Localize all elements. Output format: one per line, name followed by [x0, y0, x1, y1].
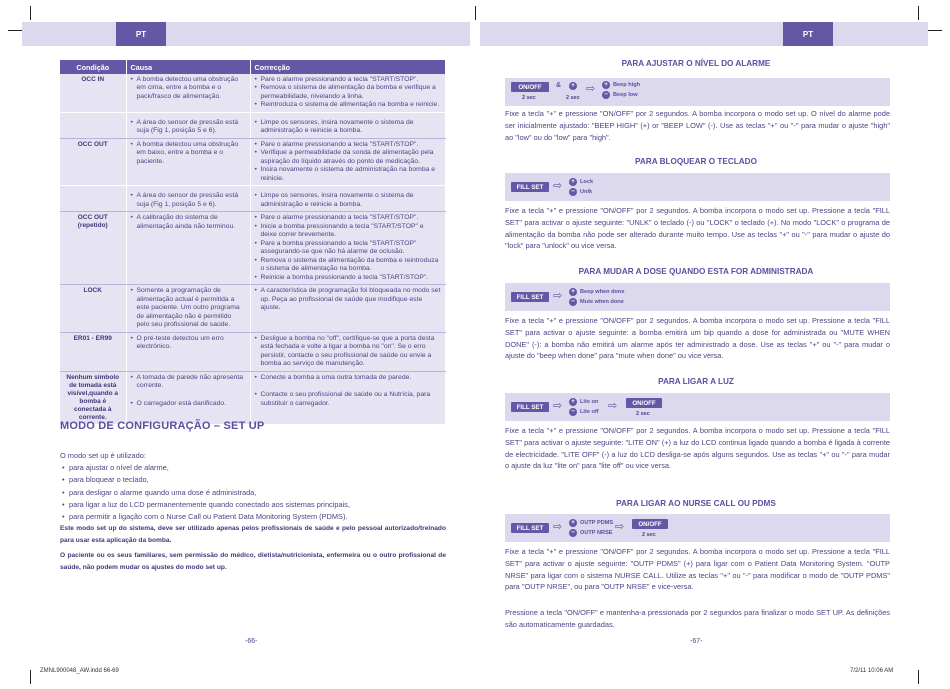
duration-label: 2 sec [522, 95, 536, 101]
plus-icon: + [569, 398, 577, 406]
correction-item: • Pare o alarme pressionando a tecla "START/STOP". [255, 141, 442, 149]
list-item: • para bloquear o teclado, [60, 474, 446, 486]
correction-item: • Contacte o seu profissional de saúde ou a Nutrícia, para substituir o carregador. [255, 391, 442, 408]
setup-description [60, 450, 446, 574]
option-lite-off: Lite off [580, 409, 599, 415]
correction-item: • Pare o alarme pressionando a tecla "START/STOP". [255, 76, 442, 84]
condition-cell: LOCK [60, 285, 126, 332]
header-condition: Condição [60, 60, 126, 74]
cause-cell [126, 74, 250, 112]
fill-set-key: FILL SET [511, 182, 549, 192]
list-item: • para ligar a luz do LCD permanentemente quando conectado aos sistemas principais, [60, 499, 446, 511]
cause-item: • O carregador está danificado. [131, 400, 246, 408]
section-title-dose: PARA MUDAR A DOSE QUANDO ESTA FOR ADMINISTRADA [578, 267, 814, 276]
correction-cell [250, 74, 446, 112]
table-row [60, 285, 446, 332]
option-outp-nrse: OUTP NRSE [580, 530, 613, 536]
crop-mark [30, 670, 31, 684]
arrow-right-icon: ⇨ [553, 521, 563, 533]
fill-set-key: FILL SET [511, 402, 549, 412]
setup-note-patient: O paciente ou os seus familiares, sem permissão do médico, dietista/nutricionista, enfermeira ou o outro profissional de saúde, não podem mudar os ajustes do modo set up. [60, 551, 446, 571]
fill-set-key: FILL SET [511, 523, 549, 533]
correction-cell [250, 112, 446, 138]
condition-cell: OCC IN [60, 74, 126, 112]
table-row [60, 212, 446, 285]
correction-item: • Desligue a bomba no "off", certifique-se que a porta desta está fechada e volte a ligar a bomba no "on". Se o erro persistir, contacte o seu profissional de saúde ou envie a bomba ao serviço de manutenção. [255, 335, 442, 369]
language-tab-right: PT [783, 22, 833, 46]
footer-file: ZMNL900048_AW.indd 66-69 [40, 668, 119, 674]
condition-cell: ER01 - ER99 [60, 332, 126, 371]
section-title-nurse-call: PARA LIGAR AO NURSE CALL OU PDMS [616, 499, 776, 508]
section-text-light: Fixe a tecla "+" e pressione "ON/OFF" por 2 segundos. A bomba incorpora o modo set up. Pressione a tecla "FILL SET" para activar o ajuste seguinte: "LITE ON" (+) a luz do LCD continua ligado quando a bomba é ligada à corrente de electricidade. "LITE OFF" (-) a luz do LCD desliga-se após alguns segundos. Use as teclas "+" ou "-" para mudar o ajuste da luz "lite on" para "lite off" ou vice versa. [505, 426, 890, 471]
cause-item: • A bomba detectou uma obstrução em baixo, entre a bomba e o paciente. [131, 141, 246, 166]
correction-item: • Limpe os sensores, insira novamente o sistema de administração e reinicie a bomba. [255, 119, 442, 136]
option-unlock: Unlk [580, 189, 593, 195]
page-number-left: -66- [245, 638, 258, 645]
cause-item: • A área do sensor de pressão está suja (Fig 1, posição 5 e 6). [131, 192, 246, 209]
arrow-right-icon: ⇨ [553, 180, 563, 192]
button-strip-light [505, 393, 890, 421]
fill-set-key: FILL SET [511, 292, 549, 302]
correction-item: • Pare o alarme pressionando a tecla "START/STOP". [255, 214, 442, 222]
correction-cell [250, 371, 446, 425]
section-text-lock: Fixe a tecla "+" e pressione "ON/OFF" por 2 segundos. A bomba incorpora o modo set up. Pressione a tecla "FILL SET" para activar o ajuste seguinte: "UNLK" o teclado (-) ou "LOCK" o teclado (+). No modo "LOCK" o programa de alimentação da bomba não pode ser alterado durante muito tempo. Use as teclas "+" ou "-" para mudar o ajuste do "lock" para "unlock" ou vice versa. [505, 206, 890, 251]
arrow-right-icon: ⇨ [553, 400, 563, 412]
correction-item: • Conecte a bomba a uma outra tomada de parede. [255, 374, 442, 382]
crop-mark [918, 670, 919, 684]
condition-cell [60, 186, 126, 212]
plus-key-icon: + [569, 82, 577, 90]
condition-cell [60, 112, 126, 138]
header-cause: Causa [126, 60, 250, 74]
list-item: • para ajustar o nível de alarme, [60, 462, 446, 474]
button-strip-dose [505, 283, 890, 311]
arrow-right-icon: ⇨ [586, 83, 596, 95]
duration-label: 2 sec [566, 95, 580, 101]
arrow-right-icon: ⇨ [615, 521, 625, 533]
table-row [60, 74, 446, 112]
section-heading-setup: MODO DE CONFIGURAÇÃO – SET UP [60, 420, 265, 432]
button-strip-lock [505, 173, 890, 201]
list-item: • para desligar o alarme quando uma dose é administrada, [60, 487, 446, 499]
option-outp-pdms: OUTP PDMS [580, 520, 614, 526]
table-row [60, 332, 446, 371]
section-text-nurse-call: Fixe a tecla "+" e pressione "ON/OFF" por 2 segundos. A bomba incorpora o modo set up. Pressione a tecla "FILL SET" para activar o ajuste seguinte: "OUTP PDMS" (+) para ligar com o Patient Data Monitoring System. "OUTP NRSE" para ligar com o sistema NURSE CALL. Utilize as teclas "+" ou "-" para modificar o modo de "OUTP PDMS" para "OUTP NRSE", ou para "OUTP NRSE" e vice-versa. [505, 547, 890, 592]
option-beep-when-done: Beep when done [580, 289, 625, 295]
cause-cell [126, 332, 250, 371]
cause-item: • A área do sensor de pressão está suja (Fig 1, posição 5 e 6). [131, 119, 246, 136]
cause-item: • Somente a programação de alimentação actual é permitida a este paciente. Um outro programa de alimentação não é permitido pelo seu profissional de saúde. [131, 287, 246, 329]
button-strip-nurse-call [505, 514, 890, 542]
button-strip-alarm [505, 78, 890, 106]
correction-item: • Reintroduza o sistema de alimentação na bomba e reinicie. [255, 101, 442, 109]
condition-cell: OCC OUT (repetido) [60, 212, 126, 285]
arrow-right-icon: ⇨ [608, 400, 618, 412]
setup-bullets [60, 462, 446, 523]
cause-item: • A bomba detectou uma obstrução em cima, entre a bomba e o pack/frasco de alimentação. [131, 76, 246, 101]
final-instruction: Pressione a tecla "ON/OFF" e mantenha-a pressionada por 2 segundos para finalizar o modo SET UP. As definições são automaticamente guardadas. [505, 608, 890, 629]
plus-icon: + [569, 519, 577, 527]
cause-item: • A tomada de parede não apresenta corrente. [131, 374, 246, 391]
correction-item: • Inicie a bomba pressionando a tecla "START/STOP" e deixe correr brevemente. [255, 223, 442, 240]
language-tab-left: PT [116, 22, 166, 46]
page-number-right: -67- [690, 638, 703, 645]
minus-icon: − [569, 298, 577, 306]
option-lite-on: Lite on [580, 399, 599, 405]
correction-cell [250, 285, 446, 332]
ampersand: & [556, 82, 562, 89]
correction-item: • Reinicie a bomba pressionando a tecla "START/STOP". [255, 274, 442, 282]
setup-note-staff: Este modo set up do sistema, deve ser utilizado apenas pelos profissionais de saúde e pelo pessoal autorizado/treinado para usar esta aplicação da bomba. [60, 525, 446, 545]
condition-cell: Nenhum símbolo de tomada está visível,quando a bomba é conectada à corrente. [60, 371, 126, 425]
section-title-light: PARA LIGAR A LUZ [658, 377, 734, 386]
cause-cell [126, 138, 250, 185]
section-title-alarm: PARA AJUSTAR O NÍVEL DO ALARME [621, 59, 771, 68]
duration-label: 2 sec [636, 411, 650, 417]
minus-icon: − [569, 408, 577, 416]
table-row [60, 112, 446, 138]
plus-icon: + [602, 81, 610, 89]
setup-intro: O modo set up é utilizado: [60, 451, 146, 460]
option-mute-when-done: Mute when done [580, 299, 624, 305]
on-off-key: ON/OFF [511, 82, 549, 92]
section-text-alarm: Fixe a tecla "+" e pressione "ON/OFF" por 2 segundos. A bomba incorpora o modo set up. O nível do alarme pode ser inicialmente ajustado: "BEEP HIGH" (+) or "BEEP LOW" (-). Use as teclas "+" ou "-" para mudar o ajuste "high" ao "low" ou do "low" para "high". [505, 109, 890, 142]
cause-cell [126, 186, 250, 212]
option-low: Beep low [613, 92, 638, 98]
crop-mark [918, 6, 919, 20]
crop-mark [475, 6, 476, 20]
correction-cell [250, 332, 446, 371]
header-band-left [22, 22, 470, 46]
plus-icon: + [569, 288, 577, 296]
correction-item: • A característica de programação foi bloqueada no modo set up. Peça ao profissional de saúde que modifique este ajuste. [255, 287, 442, 312]
table-row [60, 371, 446, 425]
on-off-key: ON/OFF [632, 519, 668, 529]
correction-item: • Remova o sistema de alimentação da bomba e verifique a permeabilidade, nivelando a linha. [255, 84, 442, 101]
option-high: Beep high [613, 82, 641, 88]
list-item: • para permitir a ligação com o Nurse Call ou Patient Data Monitoring System (PDMS). [60, 511, 446, 523]
correction-cell [250, 212, 446, 285]
cause-cell [126, 112, 250, 138]
crop-mark [30, 6, 31, 20]
correction-item: • Limpe os sensores, insira novamente o sistema de administração e reinicie a bomba. [255, 192, 442, 209]
minus-icon: − [569, 529, 577, 537]
section-title-lock: PARA BLOQUEAR O TECLADO [635, 157, 757, 166]
correction-item: • Insira novamente o sistema de administração na bomba e reinicie. [255, 166, 442, 183]
correction-item: • Remova o sistema de alimentação da bomba e reintroduza o sistema de alimentação na bomba. [255, 257, 442, 274]
footer-date: 7/2/11 10:06 AM [850, 668, 894, 674]
condition-cell: OCC OUT [60, 138, 126, 185]
section-text-dose: Fixe a tecla "+" e pressione "ON/OFF" por 2 segundos. A bomba incorpora o modo set up. Pressione a tecla "FILL SET" para activar o ajuste seguinte: a bomba emitirá um bip quando a dose for administrada ou "MUTE WHEN DONE" (-): a bomba não emitirá um alarme após ter administrado a dose. Use as teclas "+" ou "-" para mudar o ajuste do "beep when done" para "mute when done" ou vice versa. [505, 316, 890, 361]
correction-item: • Verifique a permeabilidade da sonda de alimentação pela aspiração do líquido através do ponto de medicação. [255, 149, 442, 166]
cause-item: • O pré-teste detectou um erro electrónico. [131, 335, 246, 352]
cause-cell [126, 285, 250, 332]
header-band-right [480, 22, 928, 46]
table-row [60, 186, 446, 212]
minus-icon: − [602, 91, 610, 99]
troubleshooting-table [60, 60, 446, 425]
arrow-right-icon: ⇨ [553, 290, 563, 302]
plus-icon: + [569, 178, 577, 186]
header-correction: Correcção [250, 60, 446, 74]
crop-mark [8, 30, 22, 31]
correction-cell [250, 186, 446, 212]
crop-mark [928, 30, 942, 31]
cause-cell [126, 371, 250, 425]
on-off-key: ON/OFF [626, 398, 662, 408]
cause-item: • A calibração do sistema de alimentação ainda não terminou. [131, 214, 246, 231]
table-row [60, 138, 446, 185]
minus-icon: − [569, 188, 577, 196]
duration-label: 2 sec [642, 532, 656, 538]
correction-item: • Pare a bomba pressionando a tecla "START/STOP" assegurando-se que não há alarme de oclusão. [255, 240, 442, 257]
correction-cell [250, 138, 446, 185]
cause-cell [126, 212, 250, 285]
option-lock: Lock [580, 179, 594, 185]
